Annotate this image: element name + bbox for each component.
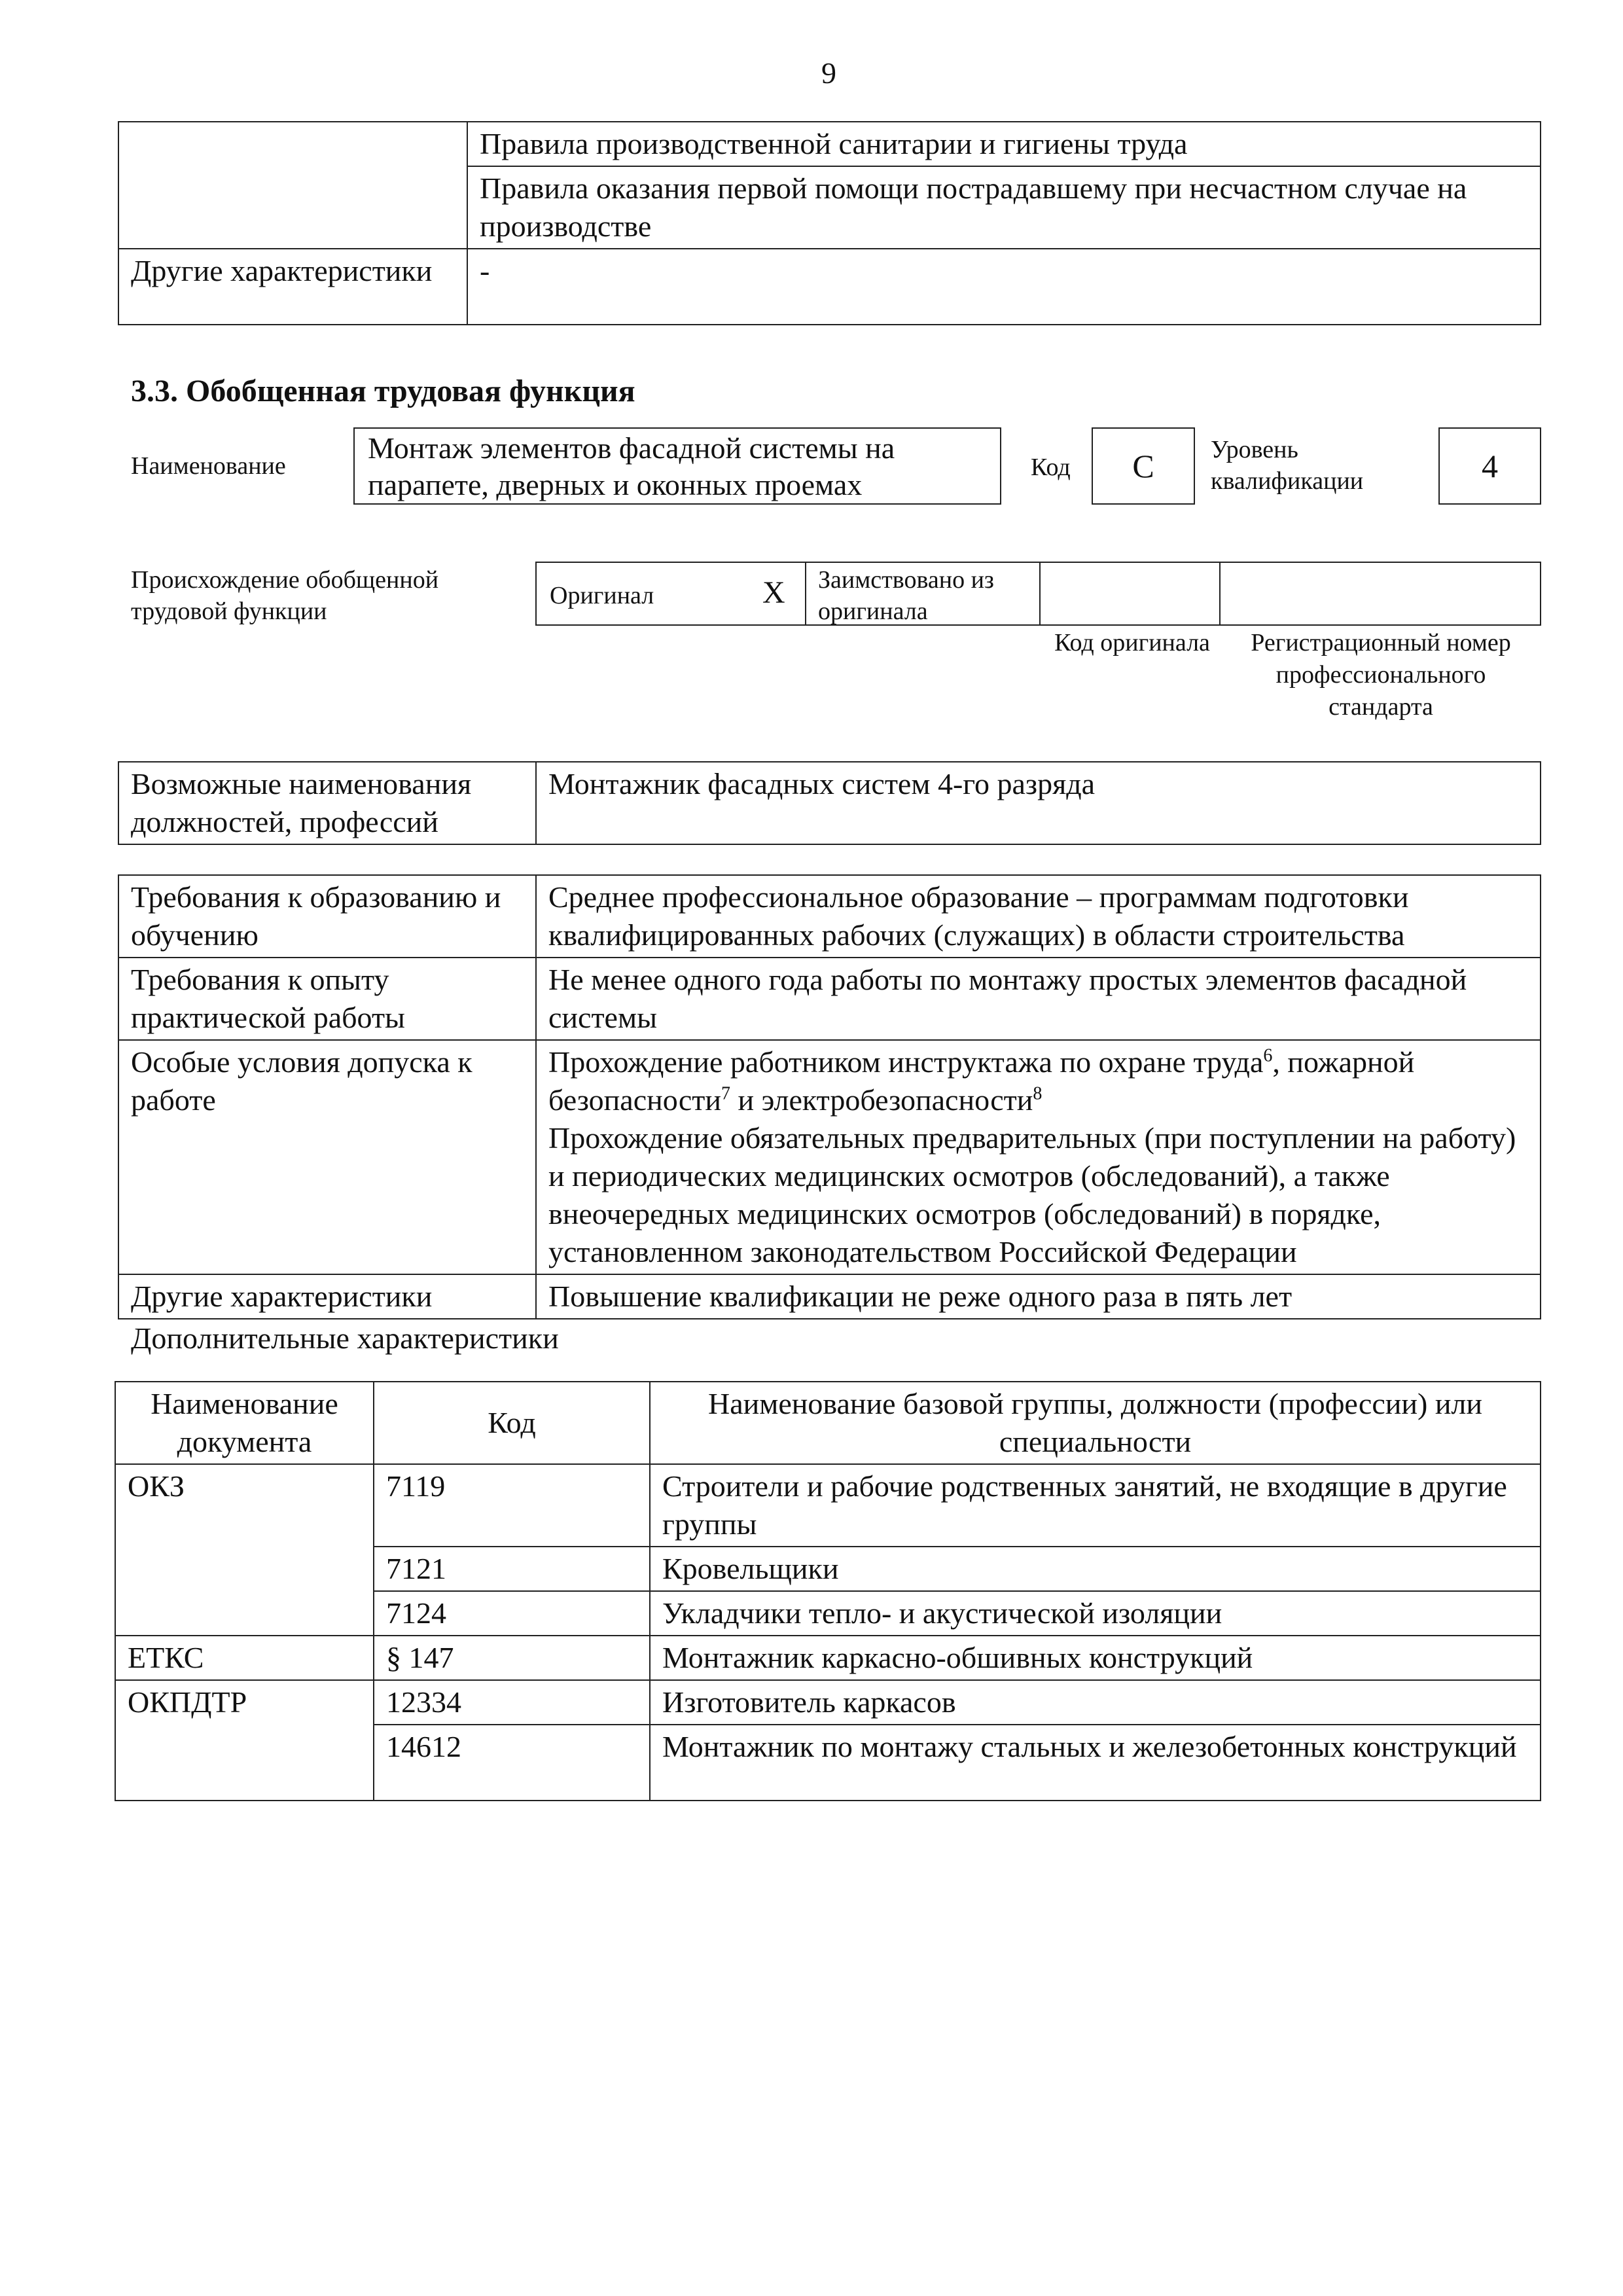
table-row-code: 7121 [374,1547,650,1591]
req-other-value: Повышение квалификации не реже одного раза в пять лет [536,1274,1541,1319]
special-conditions-label: Особые условия допуска к работе [118,1040,536,1274]
other-characteristics-label: Другие характеристики [118,249,467,325]
code-label: Код [1031,454,1071,481]
origin-box [535,562,1541,626]
header-code: Код [374,1382,650,1464]
page-number: 9 [821,56,836,90]
table-row-name: Строители и рабочие родственных занятий, не входящие в другие группы [650,1464,1541,1547]
req-other-label: Другие характеристики [118,1274,536,1319]
experience-value: Не менее одного года работы по монтажу простых элементов фасадной системы [536,958,1541,1040]
positions-table [118,761,1541,845]
special-conditions-briefing: Прохождение работником инструктажа по охране труда$^6$, пожарной безопасности$^7$ и электробезопасности$^8$ [548,1045,1415,1117]
table-row-code: 14612 [374,1725,650,1801]
special-conditions-medical: Прохождение обязательных предварительных (при поступлении на работу) и периодических медицинских осмотров (обследований), а также внеочередных медицинских осмотров (обследований) в порядке, установленном законодательством Российской Федерации [548,1121,1516,1268]
additional-title: Дополнительные характеристики [131,1321,559,1355]
code-value: C [1092,427,1195,505]
header-name: Наименование базовой группы, должности (профессии) или специальности [650,1382,1541,1464]
origin-label: Происхождение обобщенной трудовой функции [131,566,439,625]
name-label: Наименование [131,452,286,480]
requirements-table [118,874,1541,1319]
table-row-name: Изготовитель каркасов [650,1680,1541,1725]
function-name-value: Монтаж элементов фасадной системы на парапете, дверных и оконных проемах [353,427,1001,505]
okpdtr-doc: ОКПДТР [115,1680,374,1801]
positions-label: Возможные наименования должностей, профессий [118,762,536,844]
additional-table [115,1381,1541,1801]
level-value: 4 [1438,427,1541,505]
empty-cell [118,122,467,249]
top-table [118,121,1541,325]
section-heading: 3.3. Обобщенная трудовая функция [131,374,635,408]
okz-doc: ОКЗ [115,1464,374,1636]
table-row-code: § 147 [374,1636,650,1680]
education-value: Среднее профессиональное образование – программам подготовки квалифицированных рабочих (служащих) в области строительства [536,875,1541,958]
table-row-code: 12334 [374,1680,650,1725]
rule-first-aid: Правила оказания первой помощи пострадавшему при несчастном случае на производстве [467,166,1541,249]
original-label: Оригинал [550,582,654,609]
header-document: Наименование документа [115,1382,374,1464]
table-row-name: Укладчики тепло- и акустической изоляции [650,1591,1541,1636]
rule-sanitation: Правила производственной санитарии и гигиены труда [467,122,1541,166]
special-conditions-value [536,1040,1541,1274]
level-label: Уровень квалификации [1211,436,1364,495]
positions-value: Монтажник фасадных систем 4-го разряда [536,762,1541,844]
original-code-caption: Код оригинала [1054,629,1210,656]
table-row-name: Монтажник по монтажу стальных и железобетонных конструкций [650,1725,1541,1801]
registration-number-caption: Регистрационный номер профессионального стандарта [1251,629,1511,721]
table-row-name: Кровельщики [650,1547,1541,1591]
table-row-code: 7124 [374,1591,650,1636]
table-row-code: 7119 [374,1464,650,1547]
experience-label: Требования к опыту практической работы [118,958,536,1040]
table-row-name: Монтажник каркасно-обшивных конструкций [650,1636,1541,1680]
education-label: Требования к образованию и обучению [118,875,536,958]
other-characteristics-value: - [467,249,1541,325]
original-mark: X [762,575,785,610]
borrowed-label: Заимствовано из оригинала [818,566,994,625]
etks-doc: ЕТКС [115,1636,374,1680]
